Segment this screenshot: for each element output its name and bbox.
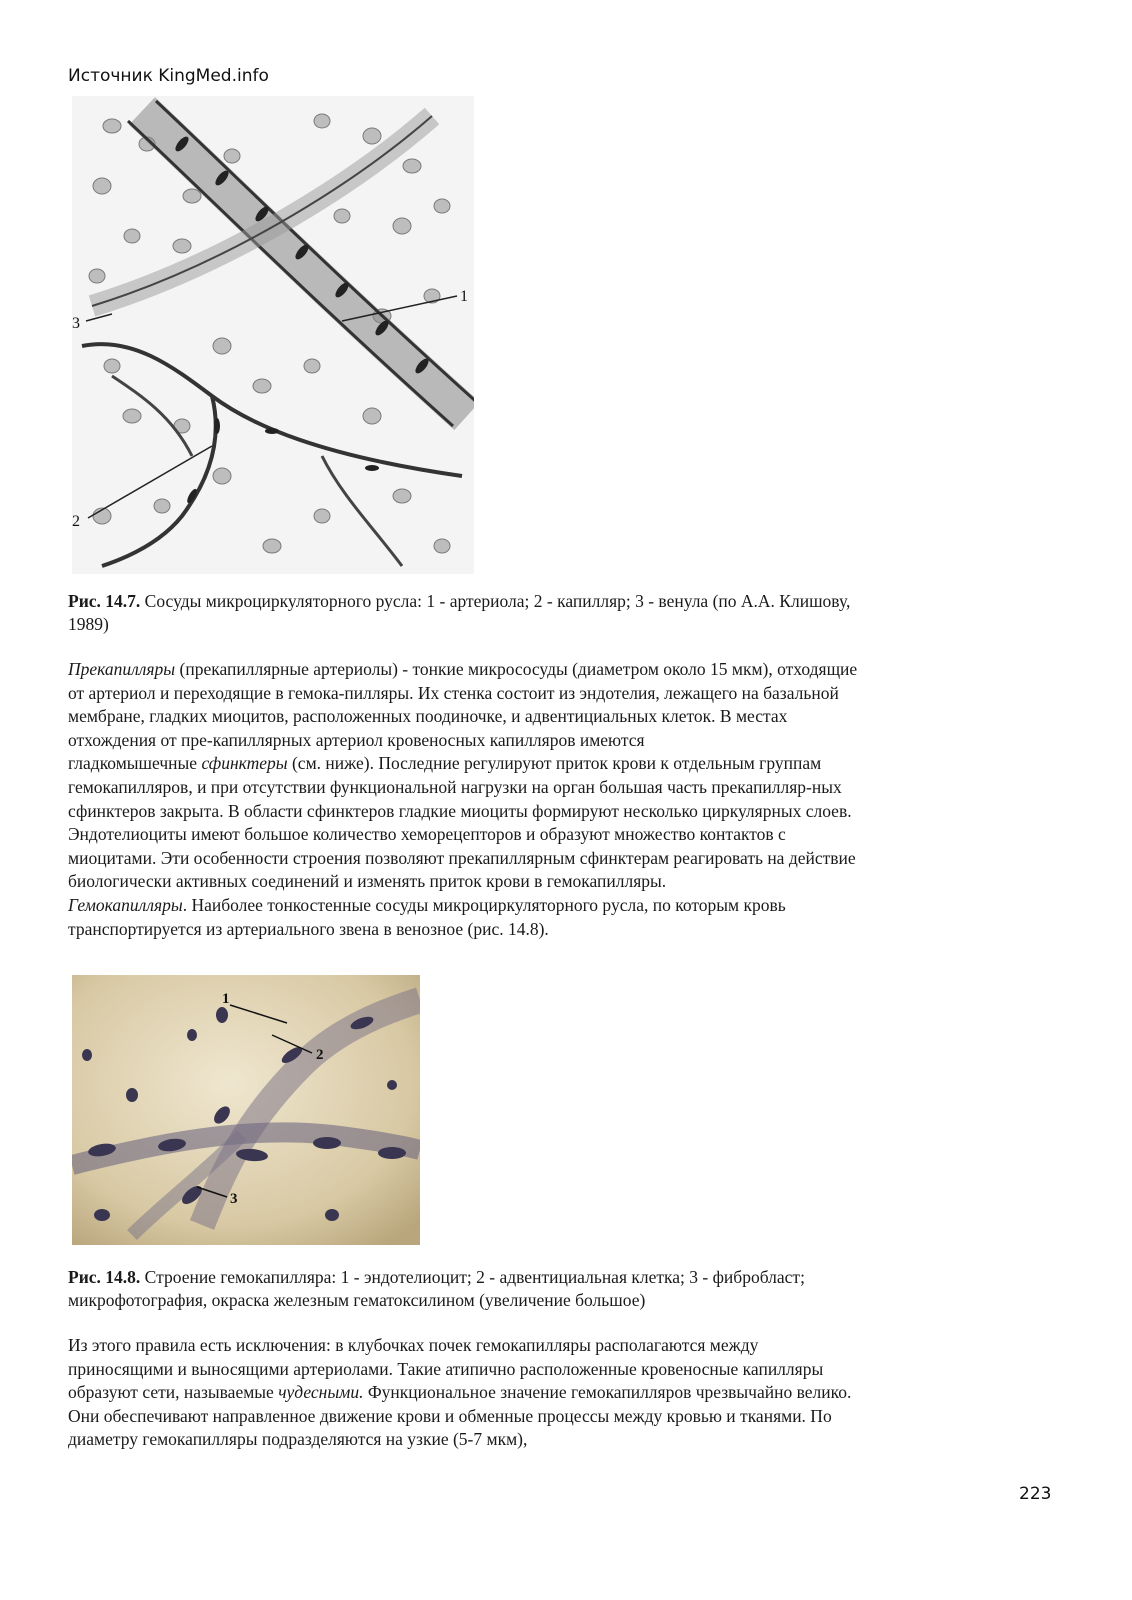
text-line: миоцитами. Эти особенности строения позволяют прекапиллярным сфинктерам реагировать на действие bbox=[68, 847, 856, 868]
figure-14-7-illustration bbox=[72, 96, 474, 574]
page-number: 223 bbox=[1019, 1484, 1052, 1504]
term-hemocapillaries: Гемокапилляры bbox=[68, 894, 183, 915]
paragraph-precapillaries bbox=[68, 658, 1058, 941]
term-wonderful: чудесными. bbox=[278, 1382, 364, 1403]
text-line: сфинктеров закрыта. В области сфинктеров гладкие миоциты формируют несколько циркулярных слоев. bbox=[68, 800, 852, 821]
figure-14-7-label-3: 3 bbox=[72, 315, 80, 332]
figure-14-8-caption-text: Строение гемокапилляра: 1 - эндотелиоцит; 2 - адвентициальная клетка; 3 - фибробласт; bbox=[140, 1267, 805, 1287]
text-line: (прекапиллярные артериолы) - тонкие микрососуды (диаметром около 15 мкм), отходящие bbox=[175, 659, 858, 679]
term-sphincters: сфинктеры bbox=[201, 753, 288, 774]
figure-14-7-caption-number: Рис. 14.7. bbox=[68, 591, 141, 611]
text-line: гемокапилляров, и при отсутствии функциональной нагрузки на орган большая часть прекапилляр-ных bbox=[68, 776, 842, 797]
term-precapillaries: Прекапилляры bbox=[68, 659, 176, 679]
text-line: образуют сети, называемые bbox=[68, 1382, 279, 1403]
source-header: Источник KingMed.info bbox=[68, 66, 269, 86]
figure-14-7-caption-line2: 1989) bbox=[68, 614, 109, 634]
paragraph-exceptions bbox=[68, 1334, 1058, 1452]
figure-14-8-caption bbox=[68, 1266, 1058, 1312]
text-line: от артериол и переходящие в гемока-пилляры. Их стенка состоит из эндотелия, лежащего на базальной bbox=[68, 682, 839, 703]
text-line: биологически активных соединений и изменять приток крови в гемокапилляры. bbox=[68, 871, 667, 892]
figure-14-8-caption-number: Рис. 14.8. bbox=[68, 1267, 141, 1287]
text-line: транспортируется из артериального звена в венозное (рис. 14.8). bbox=[68, 918, 549, 939]
text-line: Функциональное значение гемокапилляров чрезвычайно велико. bbox=[363, 1382, 852, 1403]
figure-14-8-label-3: 3 bbox=[230, 1191, 238, 1207]
figure-14-7-label-2: 2 bbox=[72, 513, 80, 530]
figure-14-7-label-1: 1 bbox=[460, 288, 468, 305]
figure-14-8-label-2: 2 bbox=[316, 1047, 324, 1063]
figure-14-8-caption-line2: микрофотография, окраска железным гематоксилином (увеличение большое) bbox=[68, 1290, 646, 1310]
text-line: отхождения от пре-капиллярных артериол кровеносных капилляров имеются bbox=[68, 729, 645, 750]
text-line: (см. ниже). Последние регулируют приток крови к отдельным группам bbox=[287, 753, 822, 774]
figure-14-8-label-1: 1 bbox=[222, 991, 230, 1007]
text-line: мембране, гладких миоцитов, расположенных поодиночке, и адвентициальных клеток. В местах bbox=[68, 706, 788, 727]
text-line: Эндотелиоциты имеют большое количество хеморецепторов и образуют множество контактов с bbox=[68, 824, 786, 845]
text-line: гладкомышечные bbox=[68, 753, 202, 774]
figure-14-7-caption-text: Сосуды микроциркуляторного русла: 1 - артериола; 2 - капилляр; 3 - венула (по А.А. Клишову, bbox=[140, 591, 851, 611]
text-line: приносящими и выносящими артериолами. Такие атипично расположенные кровеносные капилляры bbox=[68, 1358, 824, 1379]
text-line: диаметру гемокапилляры подразделяются на узкие (5-7 мкм), bbox=[68, 1429, 528, 1450]
figure-14-8-micrograph bbox=[72, 975, 420, 1245]
text-line: . Наиболее тонкостенные сосуды микроциркуляторного русла, по которым кровь bbox=[182, 894, 786, 915]
text-line: Из этого правила есть исключения: в клубочках почек гемокапилляры располагаются между bbox=[68, 1335, 759, 1355]
text-line: Они обеспечивают направленное движение крови и обменные процессы между кровью и тканями. По bbox=[68, 1405, 832, 1426]
figure-14-7-caption bbox=[68, 590, 1058, 636]
